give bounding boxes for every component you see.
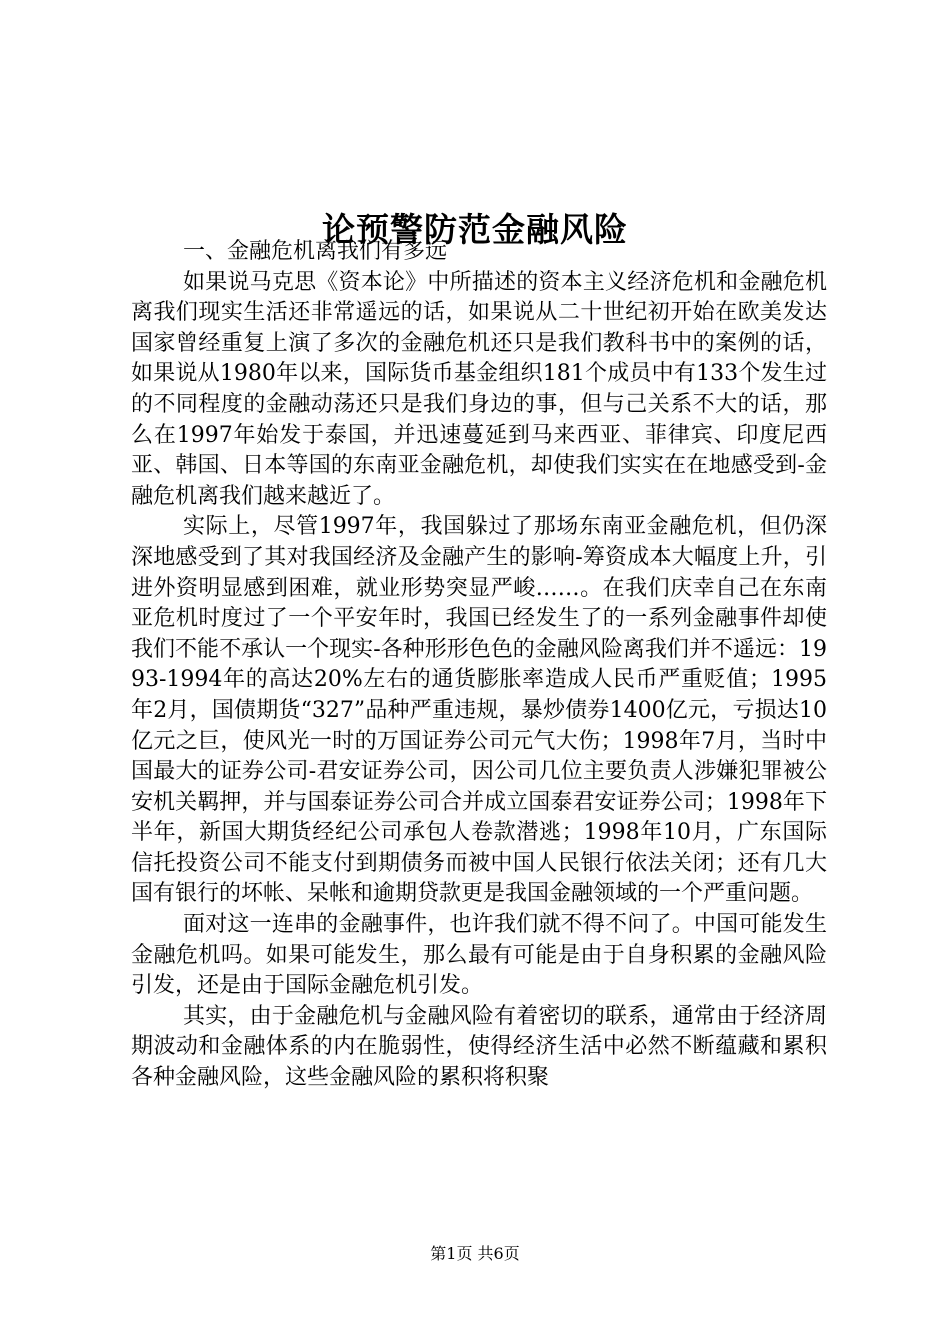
page-footer: 第1页 共6页 — [430, 1244, 520, 1263]
section-heading: 一、金融危机离我们有多远 — [183, 239, 448, 264]
paragraph-1: 如果说马克思《资本论》中所描述的资本主义经济危机和金融危机离我们现实生活还非常遥远的话，如果说从二十世纪初开始在欧美发达国家曾经重复上演了多次的金融危机还只是我们教科书中的案例的话，如果说从1980年以来，国际货币基金组织181个成员中有133个发生过的不同程度的金融动荡还只是我们身边的事，但与己关系不大的话，那么在1997年始发于泰国，并迅速蔓延到马来西亚、菲律宾、印度尼西亚、韩国、日本等国的东南亚金融危机，却使我们实实在在地感受到-金融危机离我们越来越近了。 — [131, 269, 827, 509]
document-title: 论预警防范金融风险 — [322, 210, 628, 250]
paragraph-4: 其实，由于金融危机与金融风险有着密切的联系，通常由于经济周期波动和金融体系的内在脆弱性，使得经济生活中必然不断蕴藏和累积各种金融风险，这些金融风险的累积将积聚 — [131, 1003, 827, 1091]
paragraph-2: 实际上，尽管1997年，我国躲过了那场东南亚金融危机，但仍深深地感受到了其对我国经济及金融产生的影响-筹资成本大幅度上升，引进外资明显感到困难，就业形势突显严峻……。在我们庆幸自己在东南亚危机时度过了一个平安年时，我国已经发生了的一系列金融事件却使我们不能不承认一个现实-各种形形色色的金融风险离我们并不遥远：1993-1994年的高达20%左右的通货膨胀率造成人民币严重贬值；1995年2月，国债期货“327”品种严重违规，暴炒债券1400亿元，亏损达10亿元之巨，使风光一时的万国证券公司元气大伤；1998年7月，当时中国最大的证券公司-君安证券公司，因公司几位主要负责人涉嫌犯罪被公安机关羁押，并与国泰证券公司合并成立国泰君安证券公司；1998年下半年，新国大期货经纪公司承包人卷款潜逃；1998年10月，广东国际信托投资公司不能支付到期债务而被中国人民银行依法关闭；还有几大国有银行的坏帐、呆帐和逾期贷款更是我国金融领域的一个严重问题。 — [131, 514, 827, 907]
paragraph-3: 面对这一连串的金融事件，也许我们就不得不问了。中国可能发生金融危机吗。如果可能发生，那么最有可能是由于自身积累的金融风险引发，还是由于国际金融危机引发。 — [131, 912, 827, 999]
document-body — [131, 237, 827, 1094]
